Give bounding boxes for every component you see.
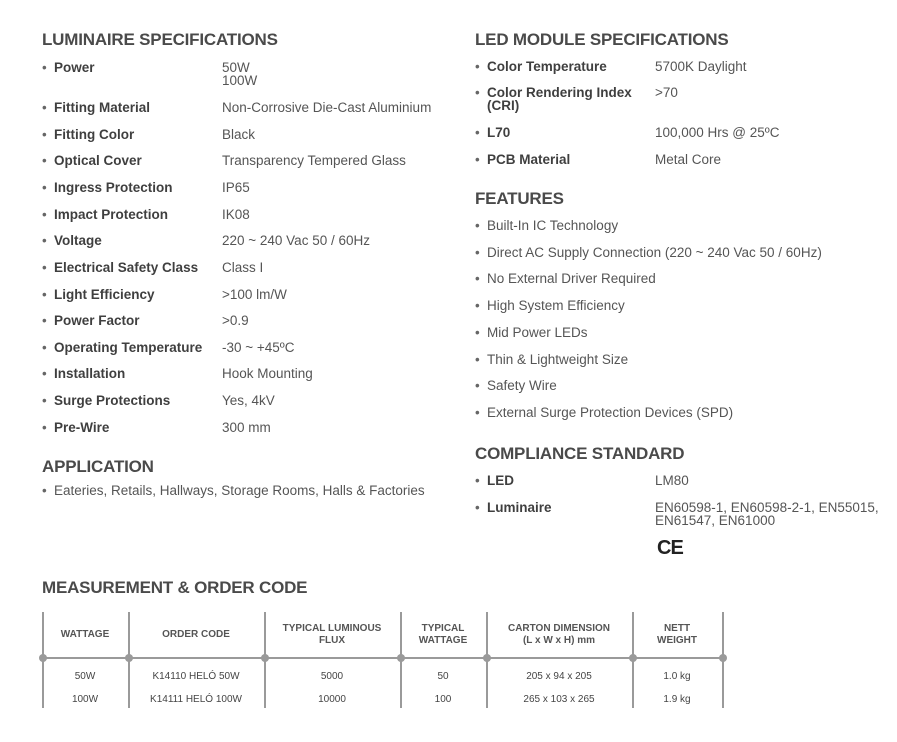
spec-row [475, 126, 779, 139]
feature-item [475, 245, 822, 260]
spec-value: Yes, 4kV [222, 393, 275, 408]
table-header: WATTAGE [60, 628, 110, 640]
bullet: • [42, 313, 47, 328]
bullet: • [42, 153, 47, 168]
feature-text: No External Driver Required [487, 271, 656, 287]
spec-value: IK08 [222, 207, 250, 222]
bullet: • [475, 85, 480, 100]
feature-text: Built-In IC Technology [487, 218, 619, 233]
spec-label: Impact Protection [54, 207, 169, 222]
bullet: • [475, 218, 480, 233]
spec-value: EN60598-1, EN60598-2-1, EN55015, EN61547, EN61000 [655, 500, 879, 528]
spec-row [475, 153, 721, 166]
table-header-divider [42, 657, 724, 659]
spec-row [475, 501, 879, 527]
bullet: • [475, 404, 480, 420]
spec-label: Color Temperature [487, 59, 607, 74]
spec-label: Power Factor [54, 313, 140, 328]
spec-value: >70 [655, 85, 678, 100]
feature-text: External Surge Protection Devices (SPD) [487, 404, 734, 420]
spec-row [42, 181, 250, 194]
bullet: • [42, 100, 47, 115]
spec-row [42, 367, 313, 380]
feature-text: Safety Wire [487, 378, 557, 394]
spec-row [475, 474, 689, 487]
spec-label: Optical Cover [54, 153, 142, 168]
bullet: • [42, 340, 47, 355]
bullet: • [42, 233, 47, 248]
feature-item [475, 218, 618, 233]
feature-text: High System Efficiency [487, 298, 625, 314]
feature-item [475, 271, 656, 286]
feature-item [475, 352, 628, 367]
features-title: FEATURES [475, 189, 564, 208]
table-cell: K14111 HELÓ 100W [150, 694, 242, 705]
bullet: • [42, 180, 47, 195]
table-cell: 205 x 94 x 205 [526, 671, 592, 682]
spec-row [42, 314, 249, 327]
spec-row [42, 261, 263, 274]
bullet: • [42, 60, 47, 75]
spec-row [42, 394, 275, 407]
spec-value: IP65 [222, 180, 250, 195]
table-cell: 1.0 kg [663, 671, 691, 682]
bullet: • [475, 125, 480, 140]
spec-value: Non-Corrosive Die-Cast Aluminium [222, 100, 432, 115]
spec-label: Voltage [54, 233, 102, 248]
spec-value: 50W 100W [222, 60, 258, 88]
table-cell: 100 [434, 694, 452, 705]
spec-value: 5700K Daylight [655, 59, 747, 74]
spec-label: Operating Temperature [54, 340, 203, 355]
spec-label: Installation [54, 366, 126, 381]
spec-row [475, 60, 747, 73]
spec-value: Hook Mounting [222, 366, 313, 381]
led-module-title: LED MODULE SPECIFICATIONS [475, 30, 729, 49]
spec-row [42, 234, 370, 247]
table-cell: 5000 [320, 671, 344, 682]
spec-row [42, 101, 431, 114]
spec-label: Luminaire [487, 500, 552, 515]
spec-value: Metal Core [655, 152, 722, 167]
table-header: CARTON DIMENSION (L x W x H) mm [507, 622, 611, 646]
luminaire-specs-title: LUMINAIRE SPECIFICATIONS [42, 30, 278, 49]
spec-value: 300 mm [222, 420, 271, 435]
table-header: NETT WEIGHT [657, 622, 697, 646]
spec-value: 100,000 Hrs @ 25ºC [655, 125, 780, 140]
spec-label: Pre-Wire [54, 420, 110, 435]
feature-item [475, 298, 625, 313]
spec-value: >100 lm/W [222, 287, 287, 302]
feature-text: Mid Power LEDs [487, 324, 588, 340]
spec-row [42, 341, 294, 354]
spec-label: Fitting Color [54, 127, 135, 142]
spec-value: -30 ~ +45ºC [222, 340, 295, 355]
order-table [42, 612, 724, 708]
table-header: TYPICAL WATTAGE [418, 622, 468, 646]
table-cell: 1.9 kg [663, 694, 691, 705]
spec-label: L70 [487, 125, 511, 140]
spec-label: Fitting Material [54, 100, 151, 115]
spec-value: 220 ~ 240 Vac 50 / 60Hz [222, 233, 370, 248]
bullet: • [42, 207, 47, 222]
feature-text: Thin & Lightweight Size [487, 351, 629, 367]
bullet: • [42, 393, 47, 408]
bullet: • [475, 500, 480, 515]
bullet: • [42, 127, 47, 142]
application-item [42, 484, 425, 497]
spec-label: Light Efficiency [54, 287, 155, 302]
table-cell: 265 x 103 x 265 [523, 694, 595, 705]
spec-label: Surge Protections [54, 393, 171, 408]
feature-item [475, 405, 733, 420]
feature-item [475, 378, 557, 393]
table-header: ORDER CODE [162, 628, 230, 640]
spec-label: Color Rendering Index (CRI) [487, 85, 632, 113]
spec-label: LED [487, 473, 514, 488]
spec-label: Ingress Protection [54, 180, 173, 195]
spec-row [42, 421, 271, 434]
feature-text: Direct AC Supply Connection (220 ~ 240 Vac 50 / 60Hz) [487, 244, 822, 260]
bullet: • [42, 420, 47, 435]
table-cell: 50W [74, 671, 96, 682]
bullet: • [475, 152, 480, 167]
application-title: APPLICATION [42, 457, 154, 476]
bullet: • [475, 298, 480, 314]
spec-row [42, 154, 406, 167]
spec-row [42, 128, 255, 141]
spec-row [42, 288, 287, 301]
bullet: • [42, 366, 47, 381]
spec-value: Class I [222, 260, 264, 275]
bullet: • [475, 351, 480, 367]
bullet: • [42, 287, 47, 302]
bullet: • [475, 378, 480, 394]
bullet: • [475, 271, 480, 287]
application-text: Eateries, Retails, Hallways, Storage Rooms, Halls & Factories [54, 483, 425, 498]
order-title: MEASUREMENT & ORDER CODE [42, 578, 308, 597]
table-header: TYPICAL LUMINOUS FLUX [282, 622, 382, 646]
table-cell: 50 [437, 671, 449, 682]
table-cell: K14110 HELÓ 50W [152, 671, 240, 682]
bullet: • [475, 244, 480, 260]
spec-label: Electrical Safety Class [54, 260, 199, 275]
table-cell: 100W [71, 694, 99, 705]
bullet: • [42, 260, 47, 275]
spec-value: Black [222, 127, 256, 142]
spec-row [475, 86, 678, 112]
ce-mark-icon: CE [657, 537, 683, 559]
bullet: • [475, 324, 480, 340]
spec-value: LM80 [655, 473, 689, 488]
table-cell: 10000 [318, 694, 346, 705]
spec-row [42, 208, 250, 221]
compliance-title: COMPLIANCE STANDARD [475, 444, 685, 463]
spec-row [42, 61, 257, 87]
feature-item [475, 325, 588, 340]
spec-value: Transparency Tempered Glass [222, 153, 406, 168]
bullet: • [475, 473, 480, 488]
spec-label: PCB Material [487, 152, 571, 167]
spec-value: >0.9 [222, 313, 249, 328]
spec-label: Power [54, 60, 95, 75]
bullet: • [42, 483, 47, 498]
bullet: • [475, 59, 480, 74]
